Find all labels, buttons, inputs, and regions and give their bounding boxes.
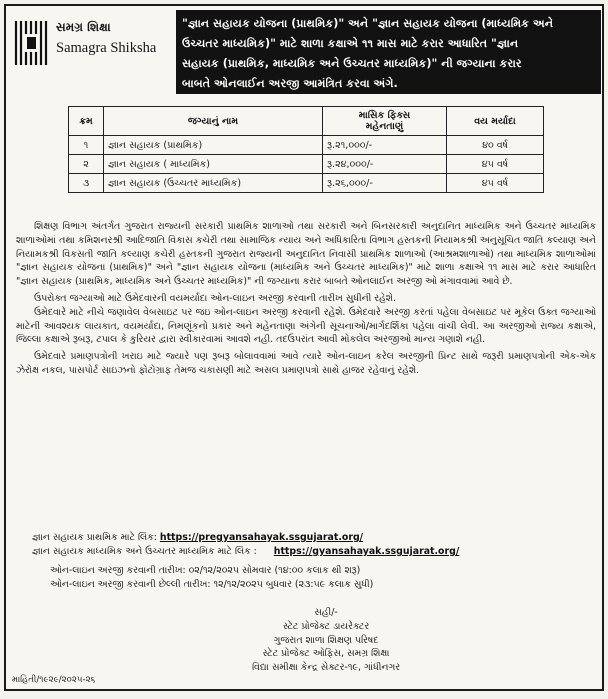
header-pay xyxy=(323,107,447,136)
header-pay-line-1: માસિક ફિક્સ xyxy=(358,110,411,121)
secondary-link-row xyxy=(32,545,592,559)
start-date: ઓન-લાઇન અરજી કરવાની તારીખ: ૦૨/૧૨/૨૦૨૫ સોમવાર (૧૪:૦૦ કલાક થી શરૂ) xyxy=(50,565,361,576)
samagra-shiksha-logo-icon xyxy=(12,18,52,68)
posts-table xyxy=(68,106,544,193)
notice-body xyxy=(16,220,596,378)
paragraph-age-limit: ઉપરોક્ત જગ્યાઓ માટે ઉમેદવારની વયમર્યાદા ઓન-લાઇન અરજી કરવાની તારીખ સુધીની રહેશે. xyxy=(34,292,397,304)
advertisement-page xyxy=(4,4,604,691)
headline-line-1: "જ્ઞાન સહાયક યોજના (પ્રાથમિક)" અને "જ્ઞાન સહાયક યોજના (માધ્યમિક અને xyxy=(182,17,554,30)
table-row xyxy=(69,136,544,155)
headline-line-2: ઉચ્ચતર માધ્યમિક)" માટે શાળા કક્ષાએ ૧૧ માસ માટે કરાર આધારિત "જ્ઞાન xyxy=(182,37,519,50)
headline-line-4: બાબતે ઓનલાઈન અરજી આમંત્રિત કરવા અંગે. xyxy=(182,77,398,90)
logo-name-gujarati: સમગ્ર શિક્ષા xyxy=(56,20,111,34)
paragraph-intro: શિક્ષણ વિભાગ અંતર્ગત ગુજરાત રાજ્યની સરકારી પ્રાથમિક શાળાઓ તથા સરકારી અને બિનસરકારી અનુદાનિત માધ્યમિક અને ઉચ્ચતર માધ્યમિક શાળાઓમાં તથા કમિશનરશ્રી આદિજાતિ વિકાસ કચેરી તથા સામાજિક ન્યાય અને અધિકારિતા વિભાગ હસ્તકની નિયામકશ્રી અનુસૂચિત જાતિ કલ્યાણ અને નિયામકશ્રી વિકસતી જાતિ કલ્યાણ કચેરી હસ્તકની ગુજરાત રાજ્યની અનુદાનિત નિવાસી પ્રાથમિક શાળાઓ (આશ્રમશાળાઓ) તથા માધ્યમિક શાળાઓમાં "જ્ઞાન સહાયક યોજના (પ્રાથમિક)" અને "જ્ઞાન સહાયક યોજના (માધ્યમિક અને ઉચ્ચતર માધ્યમિક)" માટે શાળા કક્ષાએ ૧૧ માસ માટે કરાર આધારિત "જ્ઞાન સહાયક (પ્રાથમિક, માધ્યમિક અને ઉચ્ચતર માધ્યમિક)" ની જગ્યાના કરાર બાબતે ઓનલાઈન અરજી ઓ મંગાવવામાં આવે છે. xyxy=(16,221,596,288)
header-pay-line-2: મહેનતાણું xyxy=(365,121,404,132)
headline-line-3: સહાયક (પ્રાથમિક, માધ્યમિક અને ઉચ્ચતર માધ્યમિક)" ની જગ્યાના કરાર xyxy=(182,57,522,70)
end-date: ઓન-લાઇન અરજી કરવાની છેલ્લી તારીખ: ૧૨/૧૨/૨૦૨૫ બુધવાર (૨૩:૫૯ કલાક સુધી) xyxy=(50,579,374,590)
logo xyxy=(12,14,172,84)
row-serial: ૧ xyxy=(69,136,104,155)
paragraph-verification: ઉમેદવારે પ્રમાણપત્રોની ખરાઇ માટે જ્યારે પણ રૂબરૂ બોલાવવામાં આવે ત્યારે ઓન-લાઇન કરેલ અરજીની પ્રિન્ટ સાથે જરૂરી પ્રમાણપત્રોની એક-એક ઝેરોક્ષ નકલ, પાસપોર્ટ સાઇઝનો ફોટોગ્રાફ તેમજ ચકાસણી માટે અસલ પ્રમાણપત્રો સાથે હાજર રહેવાનું રહેશે. xyxy=(16,351,596,376)
primary-link-label: જ્ઞાન સહાયક પ્રાથમિક માટે લિંક: xyxy=(32,532,157,543)
row-serial: ૨ xyxy=(69,155,104,174)
row-serial: ૩ xyxy=(69,174,104,193)
signatory-office: સ્ટેટ પ્રોજેક્ટ ઓફિસ, સમગ્ર શિક્ષા xyxy=(262,648,390,660)
header-serial: ક્રમ xyxy=(69,107,104,136)
primary-link-row xyxy=(32,531,592,545)
secondary-link-label: જ્ઞાન સહાયક માધ્યમિક અને ઉચ્ચતર માધ્યમિક માટે લિંક : xyxy=(32,546,257,557)
row-pay: રૂ.૨૬,૦૦૦/- xyxy=(323,174,447,193)
table-header-row xyxy=(69,107,544,136)
row-post-name: જ્ઞાન સહાયક (પ્રાથમિક) xyxy=(104,136,323,155)
row-post-name: જ્ઞાન સહાયક ( માધ્યમિક) xyxy=(104,155,323,174)
row-pay: રૂ.૨૧,૦૦૦/- xyxy=(323,136,447,155)
row-age-limit: ૪૦ વર્ષ xyxy=(447,136,544,155)
primary-application-link[interactable]: https://pregyansahayak.ssgujarat.org/ xyxy=(159,532,364,543)
signature-sd: સહી/- xyxy=(314,607,338,618)
table-row xyxy=(69,155,544,174)
headline-banner xyxy=(176,10,601,94)
application-dates xyxy=(50,564,373,592)
reference-number: માહિતી/૧૯૨૯/૨૦૨૫-૨૬ xyxy=(12,675,96,685)
header xyxy=(6,6,602,110)
logo-name-english: Samagra Shiksha xyxy=(56,40,157,56)
signatory-title: સ્ટેટ પ્રોજેક્ટ ડાયરેક્ટર xyxy=(282,620,370,632)
secondary-application-link[interactable]: https://gyansahayak.ssgujarat.org/ xyxy=(273,546,460,557)
row-pay: રૂ.૨૪,૦૦૦/- xyxy=(323,155,447,174)
row-age-limit: ૪૫ વર્ષ xyxy=(447,174,544,193)
signature-block xyxy=(211,606,441,675)
header-post-name: જગ્યાનું નામ xyxy=(104,107,323,136)
signatory-address: વિદ્યા સમીક્ષા કેન્દ્ર સેક્ટર-૧૯, ગાંધીનગર xyxy=(251,662,401,674)
row-post-name: જ્ઞાન સહાયક (ઉચ્ચતર માધ્યમિક) xyxy=(104,174,323,193)
header-age-limit: વય મર્યાદા xyxy=(447,107,544,136)
signatory-organization: ગુજરાત શાળા શિક્ષણ પરિષદ xyxy=(273,634,379,646)
row-age-limit: ૪૫ વર્ષ xyxy=(447,155,544,174)
table-row xyxy=(69,174,544,193)
paragraph-apply-instructions: ઉમેદવારે માટે નીચે જણાવેલ વેબસાઇટ પર જઇ ઓન-લાઇન અરજી કરવાની રહેશે. ઉમેદવારે અરજી કરતાં પહેલા વેબસાઇટ પર મૂકેલ ઉક્ત જગ્યાઓ માટેની આવશ્યક લાયકાત, વયમર્યાદા, નિમણૂંકનો પ્રકાર અને મહેનતાણા અંગેની સૂચનાઓ/માર્ગદર્શિકા પહેલા વાંચી લેવી. આ અરજીઓ રાજ્ય કક્ષાએ, જિલ્લા કક્ષાએ રૂબરૂ, ટપાલ કે કુરિયર દ્વારા સ્વીકારવામાં આવશે નહી. તદઉપરાંત આવી મોકલેલ અરજીઓ માન્ય ગણાશે નહી. xyxy=(16,306,596,346)
application-links xyxy=(32,531,592,559)
